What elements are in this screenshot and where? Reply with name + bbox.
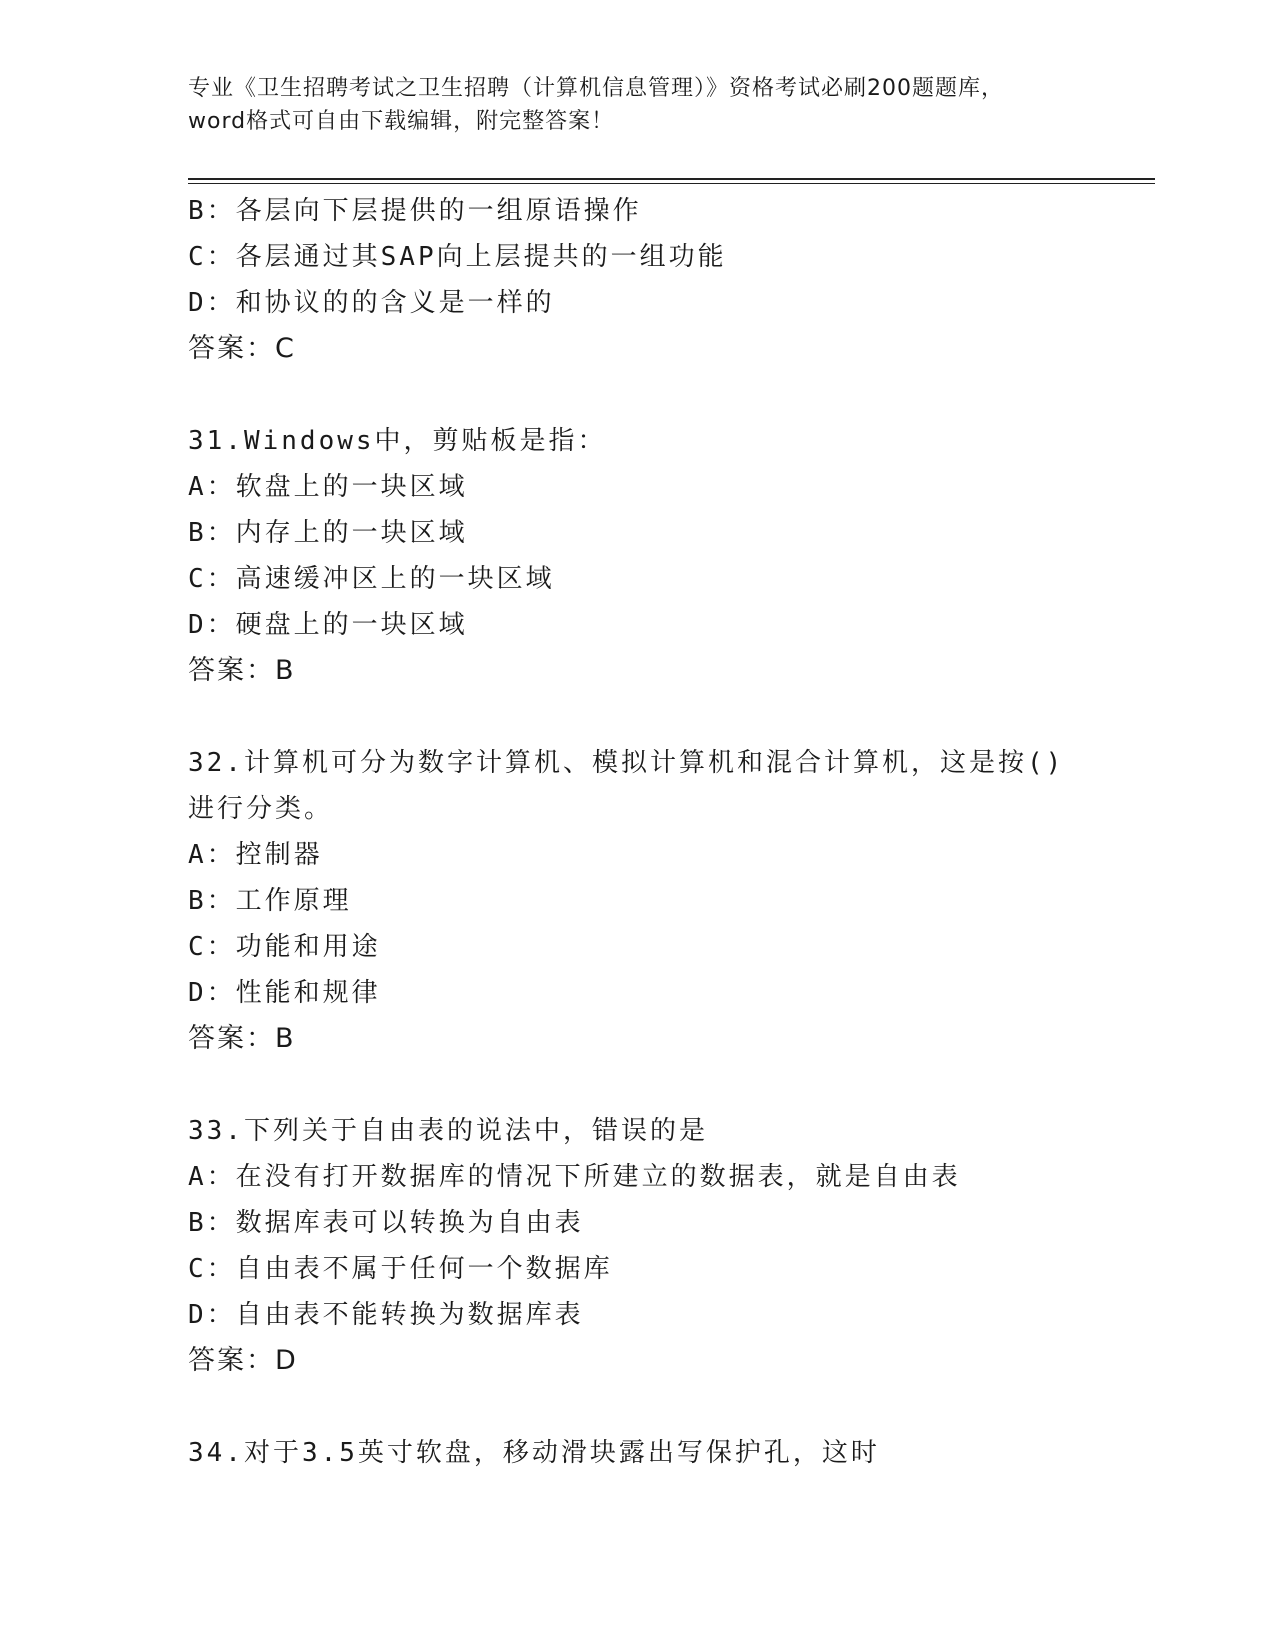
option-c: C：各层通过其SAP向上层提共的一组功能 [188,242,727,272]
answer-label: 答案： [188,1023,275,1054]
question-block-33 [188,1108,1088,1384]
question-text: 34.对于3.5英寸软盘，移动滑块露出写保护孔，这时 [188,1438,880,1468]
option-a: A：控制器 [188,840,323,870]
question-block-30 [188,188,1088,372]
header-title-line-2: word格式可自由下载编辑，附完整答案！ [188,109,615,134]
question-block-34 [188,1430,1088,1476]
option-c: C：高速缓冲区上的一块区域 [188,564,555,594]
question-block-31 [188,418,1088,694]
answer-value: D [275,1345,298,1376]
option-a: A：软盘上的一块区域 [188,472,468,502]
answer-value: C [275,333,296,364]
document-header [188,72,1068,138]
answer-value: B [275,1023,296,1054]
option-b: B：内存上的一块区域 [188,518,468,548]
option-c: C：功能和用途 [188,932,381,962]
question-text: 33.下列关于自由表的说法中，错误的是 [188,1116,708,1146]
answer-line [188,648,1088,694]
answer-label: 答案： [188,1345,275,1376]
document-body [188,188,1088,1476]
option-d: D：硬盘上的一块区域 [188,610,468,640]
question-text: 32.计算机可分为数字计算机、模拟计算机和混合计算机，这是按()进行分类。 [188,748,1065,824]
option-b: B：数据库表可以转换为自由表 [188,1208,584,1238]
answer-line [188,326,1088,372]
option-d: D：性能和规律 [188,978,381,1008]
answer-line [188,1338,1088,1384]
answer-label: 答案： [188,655,275,686]
question-text: 31.Windows中，剪贴板是指： [188,426,607,456]
option-b: B：工作原理 [188,886,352,916]
option-d: D：自由表不能转换为数据库表 [188,1300,584,1330]
option-b: B：各层向下层提供的一组原语操作 [188,196,642,226]
header-divider [188,178,1155,184]
question-block-32 [188,740,1088,1062]
option-c: C：自由表不属于任何一个数据库 [188,1254,613,1284]
option-a: A：在没有打开数据库的情况下所建立的数据表，就是自由表 [188,1162,961,1192]
option-d: D：和协议的的含义是一样的 [188,288,555,318]
answer-value: B [275,655,296,686]
header-title-line-1: 专业《卫生招聘考试之卫生招聘（计算机信息管理）》资格考试必刷200题题库， [188,76,1004,101]
answer-label: 答案： [188,333,275,364]
answer-line [188,1016,1088,1062]
